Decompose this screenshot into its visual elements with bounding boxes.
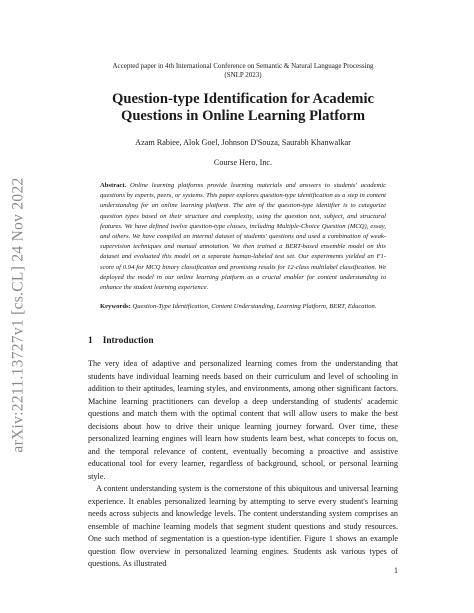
abstract-block bbox=[100, 181, 386, 293]
abstract-label: Abstract. bbox=[100, 182, 127, 189]
arxiv-identifier-stamp bbox=[10, 150, 28, 480]
section-heading bbox=[88, 336, 398, 346]
conference-note-line2: (SNLP 2023) bbox=[224, 71, 262, 79]
section-title: Introduction bbox=[102, 336, 154, 347]
keywords-block bbox=[100, 302, 386, 312]
title-line2: Questions in Online Learning Platform bbox=[120, 108, 366, 124]
paper-content bbox=[88, 62, 398, 571]
section-number: 1 bbox=[88, 336, 93, 347]
paper-affiliation: Course Hero, Inc. bbox=[213, 158, 273, 167]
intro-paragraph-2: A content understanding system is the cornerstone of this ubiquitous and universal learning experience. It enables personalized learning by attempting to serve every student's learning needs across subjects and knowledge levels. The content understanding system comprises an ensemble of machine learning models that segment student questions and study resources. One such method of segmentation is a question-type identifier. Figure 1 shows an example question flow overview in personalized learning engines. Students ask various types of questions. As illustrated bbox=[88, 484, 398, 569]
conference-note-line1: Accepted paper in 4th International Conference on Semantic & Natural Language Processing bbox=[112, 62, 374, 70]
paper-title bbox=[88, 91, 398, 125]
arxiv-id-text: arXiv:2211.13727v1 [cs.CL] 24 Nov 2022 bbox=[10, 177, 28, 453]
keywords-label: Keywords: bbox=[100, 303, 131, 311]
keywords-text: Question-Type Identification, Content Understanding, Learning Platform, BERT, Education. bbox=[132, 303, 377, 311]
abstract-text: Online learning platforms provide learning materials and answers to students' academic questions by experts, peers, or systems. This paper explores question-type identification as a step in content understanding for an online learning platform. The aim of the question-type identifier is to categorize question types based on their structure and complexity, using the question text, subject, and structural features. We have defined twelve question-type classes, including Multiple-Choice Question (MCQ), essay, and others. We have compiled an internal dataset of students' questions and used a combination of weak-supervision techniques and manual annotation. We then trained a BERT-based ensemble model on this dataset and evaluated this model on a separate human-labeled test set. Our experiments yielded an F1-score of 0.94 for MCQ binary classification and promising results for 12-class multilabel classification. We deployed the model in our online learning platform as a crucial enabler for content understanding to enhance the student learning experience. bbox=[100, 182, 386, 292]
page-number: 1 bbox=[394, 566, 398, 575]
page-number-row bbox=[0, 566, 474, 575]
paper-authors: Azam Rabiee, Alok Goel, Johnson D'Souza, Saurabh Khanwalkar bbox=[135, 138, 351, 147]
title-line1: Question-type Identification for Academic bbox=[112, 91, 374, 107]
intro-paragraph-1: The very idea of adaptive and personalized learning comes from the understanding that students have individual learning needs based on their curriculum and level of schooling in addition to their aptitudes, learning styles, and environments, among other significant factors. Machine learning practitioners can develop a deep understanding of students' academic questions and match them with the optimal content that will allow users to make the best decisions about how to drive their unique learning journey forward. Over time, these personalized learning engines will learn how students learn best, what concepts to focus on, and the temporal relevance of content, eventually becoming a proactive and assistive educational tool for every learner, regardless of background, school, or personal learning style. bbox=[88, 359, 398, 481]
conference-note bbox=[88, 62, 398, 80]
